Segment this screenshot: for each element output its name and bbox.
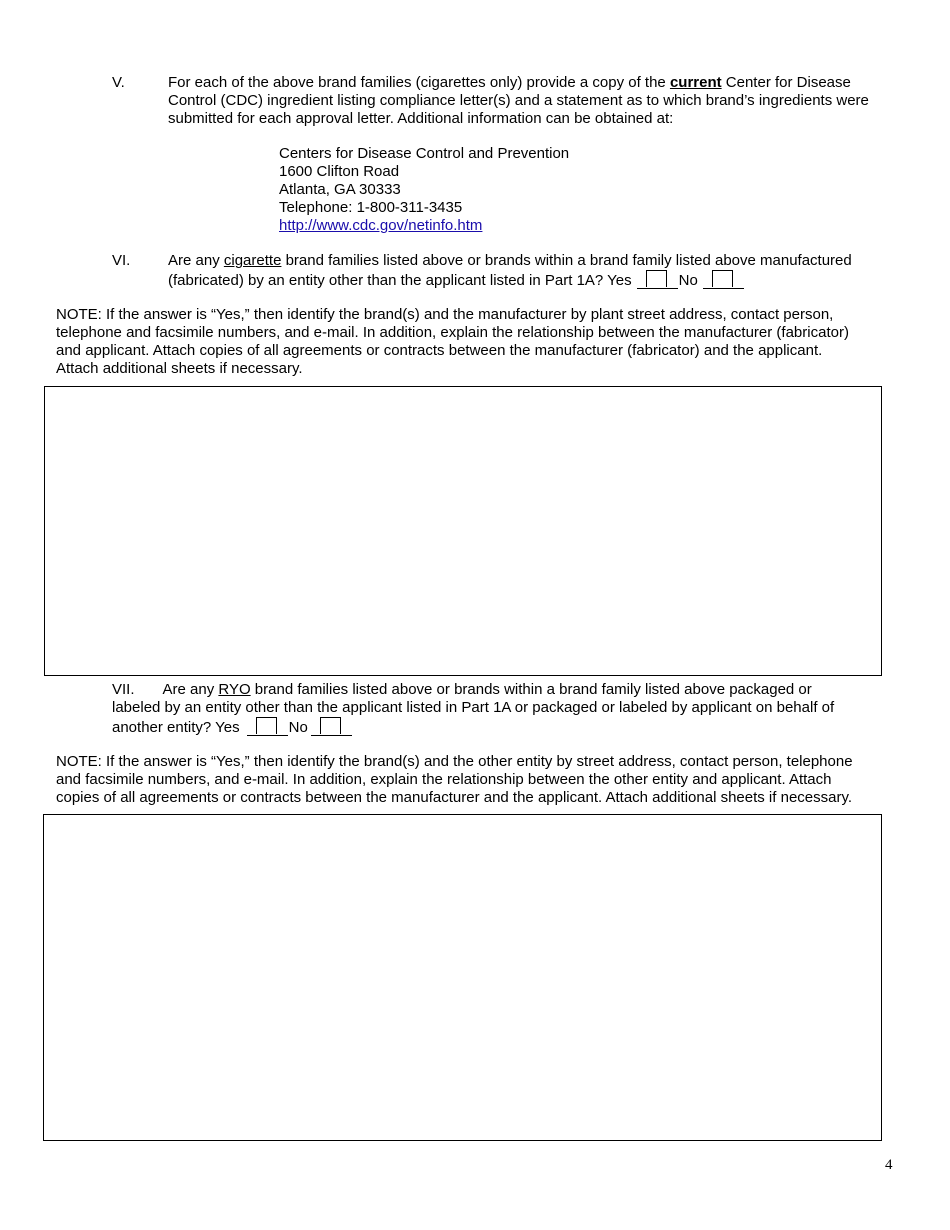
vi-no-label: No xyxy=(678,272,698,289)
section-v-text: For each of the above brand families (cigarettes only) provide a copy of the xyxy=(168,74,670,91)
section-v-line-3: submitted for each approval letter. Additional information can be obtained at: xyxy=(168,110,674,127)
section-vi-text: Are any xyxy=(168,252,224,269)
section-vii-text: brand families listed above or brands within a brand family listed above packaged or xyxy=(250,681,812,698)
section-vi-question: (fabricated) by an entity other than the applicant listed in Part 1A? Yes xyxy=(168,272,632,289)
note-vii-line-2: and facsimile numbers, and e-mail. In addition, explain the relationship between the other entity and applicant. Attach xyxy=(56,771,832,788)
vii-yes-checkbox[interactable] xyxy=(256,717,277,734)
cdc-phone: Telephone: 1-800-311-3435 xyxy=(279,199,463,216)
section-vii-question: another entity? Yes xyxy=(112,719,240,736)
section-vi-text: brand families listed above or brands within a brand family listed above manufactured xyxy=(281,252,852,269)
section-vi-line-2 xyxy=(168,270,739,290)
vi-no-checkbox[interactable] xyxy=(712,270,733,287)
section-v-text: Center for Disease xyxy=(721,74,851,91)
cdc-city: Atlanta, GA 30333 xyxy=(279,181,401,198)
note-vi-line-1: NOTE: If the answer is “Yes,” then identify the brand(s) and the manufacturer by plant street address, contact person, xyxy=(56,306,834,323)
section-vii-line-2: labeled by an entity other than the applicant listed in Part 1A or packaged or labeled by applicant on behalf of xyxy=(112,699,835,716)
cdc-url-link[interactable]: http://www.cdc.gov/netinfo.htm xyxy=(279,217,483,234)
cdc-street: 1600 Clifton Road xyxy=(279,163,400,180)
section-v-line-2: Control (CDC) ingredient listing compliance letter(s) and a statement as to which brand’s ingredients were xyxy=(168,92,869,109)
section-vi-line-1 xyxy=(168,252,852,270)
section-vii-text: Are any xyxy=(162,681,219,698)
vii-no-checkbox[interactable] xyxy=(320,717,341,734)
note-vi-line-4: Attach additional sheets if necessary. xyxy=(56,360,303,377)
current-emphasis: current xyxy=(669,74,722,91)
page-number: 4 xyxy=(885,1157,893,1173)
note-vi-line-3: and applicant. Attach copies of all agreements or contracts between the manufacturer (fabricator) and the applicant. xyxy=(56,342,823,359)
vii-response-box[interactable] xyxy=(43,814,882,1141)
note-vi-line-2: telephone and facsimile numbers, and e-mail. In addition, explain the relationship between the manufacturer (fabricator) xyxy=(56,324,849,341)
section-v-line-1 xyxy=(168,74,851,92)
vii-no-label: No xyxy=(288,719,308,736)
note-vii-line-1: NOTE: If the answer is “Yes,” then identify the brand(s) and the other entity by street address, contact person, telephone xyxy=(56,753,853,770)
section-vii-numeral: VII. xyxy=(112,681,135,698)
cigarette-underline: cigarette xyxy=(223,252,282,269)
section-vii-line-1 xyxy=(112,681,812,699)
cdc-org-name: Centers for Disease Control and Prevention xyxy=(279,145,570,162)
ryo-underline: RYO xyxy=(218,681,251,698)
section-v-numeral: V. xyxy=(112,74,125,91)
vi-response-box[interactable] xyxy=(44,386,882,676)
vi-yes-checkbox[interactable] xyxy=(646,270,667,287)
section-vii-line-3 xyxy=(112,717,347,737)
note-vii-line-3: copies of all agreements or contracts between the manufacturer and the applicant. Attach additional sheets if necessary. xyxy=(56,789,853,806)
section-vi-numeral: VI. xyxy=(112,252,131,269)
